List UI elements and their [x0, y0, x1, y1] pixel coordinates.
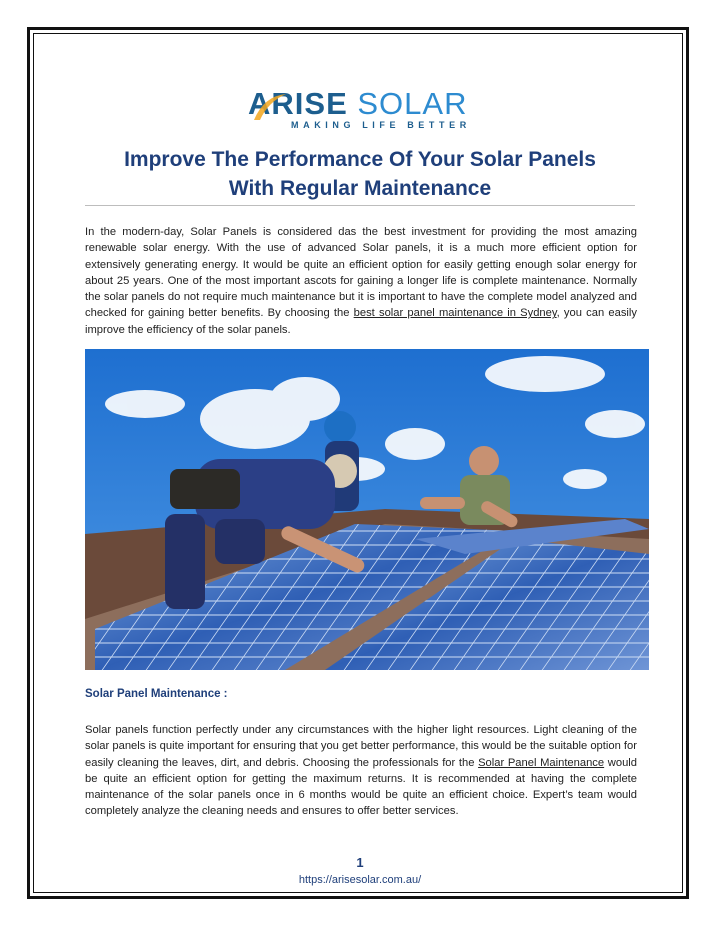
title-line-1: Improve The Performance Of Your Solar Panels — [124, 148, 596, 171]
arise-solar-logo — [248, 86, 471, 134]
page-number: 1 — [356, 855, 364, 870]
section-text-end: would be quite an efficient option for getting the maximum returns. It is recommended at having the complete maintenance of the solar panels once in 6 months would be quite an efficient choice. Expert’s team would completely analyze the cleaning needs and ensures to offer better services. — [85, 756, 638, 818]
page-title — [85, 145, 635, 203]
section-text-start: Solar panels function perfectly under any circumstances with the higher light resources. Light cleaning of the solar panels is quite important for ensuring that you get better performance, this would be the suitable option for easily cleaning the leaves, dirt, and debris. Choosing the professionals for the — [85, 724, 637, 769]
intro-paragraph — [85, 224, 637, 338]
logo-word-arise: ARISE — [248, 86, 348, 121]
solar-panel-maintenance-link[interactable]: Solar Panel Maintenance — [478, 756, 605, 769]
intro-text-end: , you can easily improve the efficiency of the solar panels. — [85, 307, 637, 336]
title-divider — [85, 205, 635, 206]
sun-swoosh-icon — [250, 90, 290, 124]
footer-url[interactable]: https://arisesolar.com.au/ — [298, 874, 422, 886]
title-line-2: With Regular Maintenance — [228, 177, 492, 200]
best-solar-panel-link[interactable]: best solar panel maintenance in Sydney — [353, 307, 557, 320]
logo-tagline: MAKING LIFE BETTER — [291, 120, 471, 130]
logo-word-solar: SOLAR — [357, 86, 468, 121]
section-paragraph — [85, 722, 637, 820]
section-heading: Solar Panel Maintenance : — [85, 688, 228, 700]
solar-workers-photo — [85, 349, 649, 670]
intro-text-start: In the modern-day, Solar Panels is considered das the best investment for providing the most amazing renewable solar energy. With the use of advanced Solar panels, it is a much more efficient option for extensively generating energy. It would be quite an efficient option for easily getting enough solar energy for about 25 years. One of the most important ascots for gaining a longer life is complete maintenance. Normally the solar panels do not require much maintenance but it is important to have the complete model analyzed and checked for gaining better benefits. By choosing the — [85, 226, 637, 320]
